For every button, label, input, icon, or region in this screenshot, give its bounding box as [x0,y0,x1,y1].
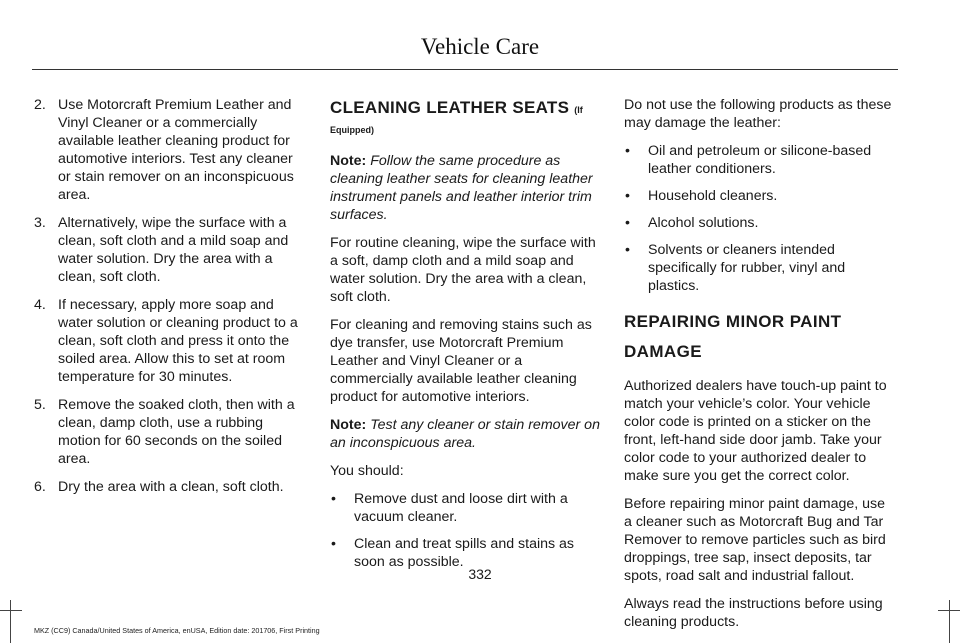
note-text: Test any cleaner or stain remover on an inconspicuous area. [330,417,600,451]
step-number: 3. [34,215,46,231]
list-item [34,478,308,496]
step-number: 2. [34,97,46,113]
bullet-list [624,142,896,295]
note-paragraph [330,152,602,224]
steps-list [34,96,308,496]
step-text: Remove the soaked cloth, then with a clean, damp cloth, use a rubbing motion for 60 seconds on the soiled area. [58,397,295,467]
paragraph: You should: [330,463,404,479]
paragraph: Always read the instructions before using cleaning products. [624,596,883,630]
bullet-icon: • [331,536,336,552]
bullet-text: Solvents or cleaners intended specifically for rubber, vinyl and plastics. [648,242,846,294]
section-heading-repairing-minor-paint-damage [624,311,896,363]
note-label: Note: [330,417,367,433]
crop-mark [10,600,11,643]
paragraph: For cleaning and removing stains such as dye transfer, use Motorcraft Premium Leather and Vinyl Cleaner or a commercially available leather cleaning product for automotive interiors. [330,317,592,405]
step-number: 4. [34,297,46,313]
note-text: Follow the same procedure as cleaning leather seats for cleaning leather instrument panels and leather interior trim surfaces. [330,153,593,223]
crop-mark [938,610,960,611]
section-heading-line: REPAIRING MINOR PAINT [624,312,842,331]
section-heading-cleaning-leather-seats [330,96,602,122]
list-item [34,396,308,468]
page-number: 332 [468,566,492,582]
list-item [624,187,896,205]
bullet-icon: • [331,491,336,507]
paragraph: Before repairing minor paint damage, use a cleaner such as Motorcraft Bug and Tar Remover to remove particles such as bird droppings, tree sap, insect deposits, tar spots, road salt and industrial fallout. [624,496,886,584]
crop-mark [949,600,950,643]
bullet-text: Clean and treat spills and stains as soon as possible. [354,536,575,570]
paragraph: Authorized dealers have touch-up paint to match your vehicle’s color. Your vehicle color code is printed on a sticker on the front, left-hand side door jamb. Take your color code to your authorized dealer to make sure you get the correct color. [624,378,887,484]
heading-suffix: (If [574,105,583,115]
list-item [34,296,308,386]
list-item [624,142,896,178]
paragraph: Do not use the following products as these may damage the leather: [624,97,892,131]
column-2 [330,96,602,580]
header-divider [32,69,898,70]
bullet-text: Alcohol solutions. [648,215,759,231]
section-heading-text: CLEANING LEATHER SEATS [330,98,570,117]
step-number: 6. [34,479,46,495]
list-item [34,96,308,204]
bullet-icon: • [625,188,630,204]
column-3 [624,96,896,641]
step-text: Use Motorcraft Premium Leather and Vinyl Cleaner or a commercially available leather cleaning product for automotive interiors. Test any cleaner or stain remover on an inconspicuous area. [58,97,294,203]
bullet-text: Household cleaners. [648,188,778,204]
bullet-list [330,490,602,571]
step-text: Alternatively, wipe the surface with a clean, soft cloth and a mild soap and water solution. Dry the area with a clean, soft cloth. [58,215,289,285]
list-item [624,241,896,295]
edition-footer: MKZ (CC9) Canada/United States of America, enUSA, Edition date: 201706, First Printing [34,626,320,635]
page-title: Vehicle Care [420,34,540,59]
list-item [624,214,896,232]
bullet-icon: • [625,242,630,258]
note-label: Note: [330,153,367,169]
heading-suffix-equipped: Equipped) [330,125,374,135]
list-item [330,490,602,526]
column-1 [34,96,308,506]
list-item [34,214,308,286]
paragraph: For routine cleaning, wipe the surface with a soft, damp cloth and a mild soap and water solution. Dry the area with a clean, soft cloth. [330,235,596,305]
bullet-icon: • [625,143,630,159]
note-paragraph [330,416,602,452]
step-text: If necessary, apply more soap and water solution or cleaning product to a clean, soft cloth and press it onto the soiled area. Allow this to set at room temperature for 30 minutes. [58,297,298,385]
section-heading-line: DAMAGE [624,342,702,361]
bullet-icon: • [625,215,630,231]
crop-mark [0,610,22,611]
step-number: 5. [34,397,46,413]
bullet-text: Remove dust and loose dirt with a vacuum cleaner. [354,491,568,525]
step-text: Dry the area with a clean, soft cloth. [58,479,284,495]
bullet-text: Oil and petroleum or silicone-based leather conditioners. [648,143,872,177]
